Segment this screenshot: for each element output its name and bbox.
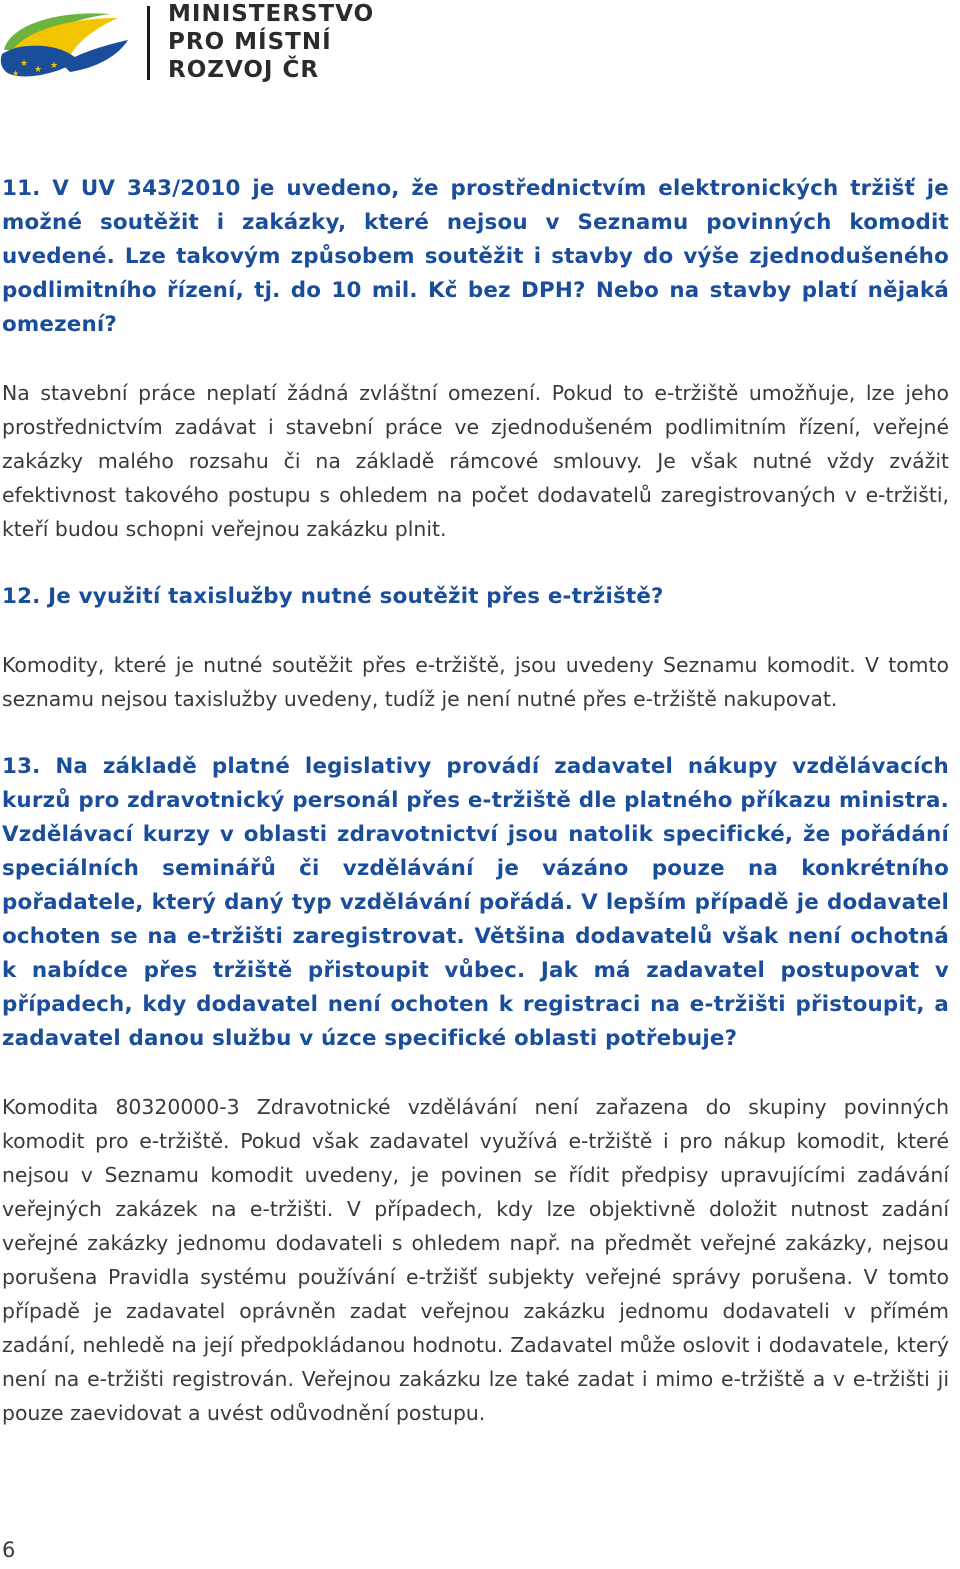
page-header (0, 0, 960, 100)
svg-text:★: ★ (50, 61, 59, 71)
ministry-name-line-1: MINISTERSTVO (168, 1, 375, 27)
ministry-logo-icon (0, 4, 130, 84)
header-divider (147, 6, 150, 80)
question-11: 11. V UV 343/2010 je uvedeno, že prostřednictvím elektronických tržišť je možné soutěžit i zakázky, které nejsou v Seznamu povinných komodit uvedené. Lze takovým způsobem soutěžit i stavby do výše zjednodušeného podlimitního řízení, tj. do 10 mil. Kč bez DPH? Nebo na stavby platí nějaká omezení? (2, 176, 949, 337)
ministry-name-line-3: ROZVOJ ČR (168, 57, 320, 83)
svg-text:★: ★ (34, 65, 43, 75)
svg-text:★: ★ (12, 69, 20, 78)
svg-text:★: ★ (20, 59, 29, 69)
question-13: 13. Na základě platné legislativy provádí zadavatel nákupy vzdělávacích kurzů pro zdravotnický personál přes e-tržiště dle platného příkazu ministra. Vzdělávací kurzy v oblasti zdravotnictví jsou natolik specifické, že pořádání speciálních seminářů či vzdělávání je vázáno pouze na konkrétního pořadatele, který daný typ vzdělávání pořádá. V lepším případě je dodavatel ochoten se na e-tržišti zaregistrovat. Většina dodavatelů však není ochotná k nabídce přes tržiště přistoupit vůbec. Jak má zadavatel postupovat v případech, kdy dodavatel není ochoten k registraci na e-tržišti přistoupit, a zadavatel danou službu v úzce specifické oblasti potřebuje? (2, 754, 949, 1051)
answer-13: Komodita 80320000-3 Zdravotnické vzdělávání není zařazena do skupiny povinných komodit pro e-tržiště. Pokud však zadavatel využívá e-tržiště i pro nákup komodit, které nejsou v Seznamu komodit uvedeny, je povinen se řídit předpisy upravujícími zadávání veřejných zakázek na e-tržišti. V případech, kdy lze objektivně doložit nutnost zadání veřejné zakázky jednomu dodavateli s ohledem např. na předmět veřejné zakázky, nejsou porušena Pravidla systému používání e-tržišť subjekty veřejné správy porušena. V tomto případě je zadavatel oprávněn zadat veřejnou zakázku jednomu dodavateli v přímém zadání, nehledě na její předpokládanou hodnotu. Zadavatel může oslovit i dodavatele, který není na e-tržišti registrován. Veřejnou zakázku lze také zadat i mimo e-tržiště a v e-tržišti ji pouze zaevidovat a uvést odůvodnění postupu. (2, 1095, 949, 1425)
faq-content (2, 172, 949, 1430)
ministry-name (168, 0, 428, 84)
answer-11: Na stavební práce neplatí žádná zvláštní omezení. Pokud to e-tržiště umožňuje, lze jeho prostřednictvím zadávat i stavební práce ve zjednodušeném podlimitním řízení, veřejné zakázky malého rozsahu či na základě rámcové smlouvy. Je však nutné vždy zvážit efektivnost takového postupu s ohledem na počet dodavatelů zaregistrovaných v e-tržišti, kteří budou schopni veřejnou zakázku plnit. (2, 381, 949, 541)
ministry-name-line-2: PRO MÍSTNÍ (168, 29, 332, 55)
answer-12: Komodity, které je nutné soutěžit přes e-tržiště, jsou uvedeny Seznamu komodit. V tomto seznamu nejsou taxislužby uvedeny, tudíž je není nutné přes e-tržiště nakupovat. (2, 653, 949, 711)
page-number: 6 (2, 1538, 16, 1562)
question-12: 12. Je využití taxislužby nutné soutěžit přes e-tržiště? (2, 584, 664, 609)
